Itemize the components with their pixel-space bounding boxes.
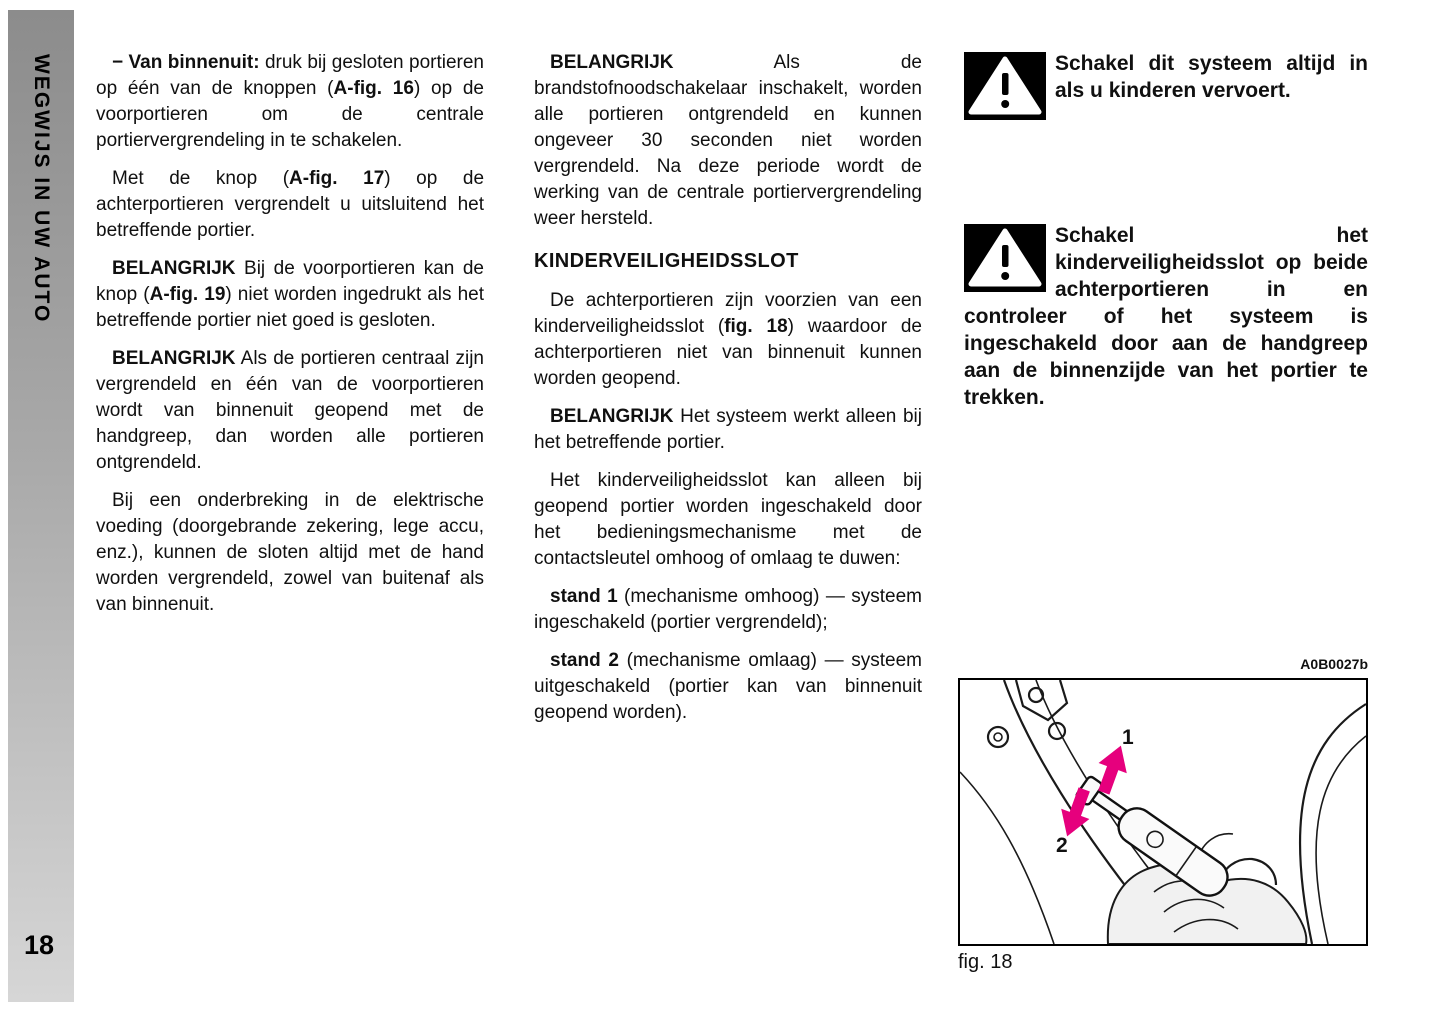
text-segment: Bij de voorportieren kan de knop ( [96,258,484,305]
text-segment: (mechanisme omlaag) — systeem uitgeschakeld (portier kan van binnenuit geopend worden). [534,650,922,723]
figure-18-child-lock [958,678,1368,946]
warning-triangle-icon-svg [964,224,1046,292]
page-number: 18 [24,930,55,960]
text-segment: stand 2 [550,650,619,671]
column-left [96,50,484,630]
text-segment: − Van binnenuit: [112,52,265,73]
text-segment: (mechanisme omhoog) — systeem ingeschakeld (portier vergrendeld); [534,586,922,633]
text-segment: Bij een onderbreking in de elektrische voeding (doorgebrande zekering, lege accu, enz.), kunnen de sloten altijd met de hand worden vergrendeld, zowel van buitenaf als van binnenuit. [96,490,484,615]
paragraph-van-binnenuit [96,50,484,154]
warning-triangle-icon-svg [964,52,1046,120]
text-segment: BELANGRIJK [112,348,236,369]
text-segment: A-fig. 17 [289,168,385,189]
text-segment: BELANGRIJK [112,258,236,279]
warning-block-childlock [964,222,1368,411]
text-segment: stand 1 [550,586,618,607]
warning-text: Schakel het kinderveiligheidsslot op beide achterportieren in en controleer of het systeem is ingeschakeld door aan de handgreep aan de binnenzijde van het portier te trekken. [964,224,1368,409]
paragraph-onderbreking-voeding [96,488,484,618]
figure-caption: fig. 18 [958,951,1013,973]
chapter-tab [8,10,74,1002]
warning-triangle-icon [964,52,1046,120]
figure-label-2: 2 [1056,834,1068,857]
warning-text: Schakel dit systeem altijd in als u kinderen vervoert. [1055,52,1368,102]
column-right [964,50,1368,411]
child-lock-drawing [960,680,1366,944]
text-segment: Het kinderveiligheidsslot kan alleen bij geopend portier worden ingeschakeld door het bedieningsmechanisme met de contactsleutel omhoog of omlaag te duwen: [534,470,922,569]
text-segment: Als de portieren centraal zijn vergrendeld en één van de voorportieren wordt van binnenuit geopend met de handgreep, dan worden alle portieren ontgrendeld. [96,348,484,473]
paragraph-belangrijk-systeem [534,404,922,456]
text-segment: Het systeem werkt alleen bij het betreffende portier. [534,406,922,453]
text-segment: druk bij gesloten portieren op één van de knoppen ( [96,52,484,99]
text-segment: BELANGRIJK [550,52,674,73]
text-segment: Met de knop ( [112,168,290,189]
paragraph-belangrijk-voorportieren [96,256,484,334]
text-segment: Als de brandstofnoodschakelaar inschakelt, worden alle portieren ontgrendeld en kunnen ongeveer 30 seconden niet worden vergrendeld. Na deze periode wordt de werking van de centrale portiervergrendeling weer hersteld. [534,52,922,229]
warning-triangle-icon [964,224,1046,292]
text-segment: A-fig. 16 [333,78,414,99]
figure-reference-code: A0B0027b [1300,656,1368,672]
warning-block-children [964,50,1368,104]
section-title-kinderveiligheidsslot: KINDERVEILIGHEIDSSLOT [534,250,799,272]
paragraph-kinderslot-bediening [534,468,922,572]
text-segment: A-fig. 19 [149,284,226,305]
paragraph-belangrijk-centraal [96,346,484,476]
text-segment: ) niet worden ingedrukt als het betreffende portier niet goed is gesloten. [96,284,484,331]
chapter-tab-title: WEGWIJS IN UW AUTO [30,54,53,324]
paragraph-stand-1 [534,584,922,636]
text-segment: BELANGRIJK [550,406,674,427]
door-latch-illustration [988,680,1067,747]
paragraph-kinderslot-intro [534,288,922,392]
text-segment: fig. 18 [724,316,788,337]
text-segment: ) op de voorportieren om de centrale portiervergrendeling in te schakelen. [96,78,485,151]
text-segment: ) waardoor de achterportieren niet van binnenuit kunnen worden geopend. [534,316,923,389]
text-segment: ) op de achterportieren vergrendelt u uitsluitend het betreffende portier. [96,168,485,241]
figure-label-1: 1 [1122,726,1134,749]
paragraph-knop-achterportieren [96,166,484,244]
paragraph-belangrijk-brandstofnood [534,50,922,232]
column-middle [534,50,922,738]
paragraph-stand-2 [534,648,922,726]
text-segment: De achterportieren zijn voorzien van een kinderveiligheidsslot ( [534,290,922,337]
